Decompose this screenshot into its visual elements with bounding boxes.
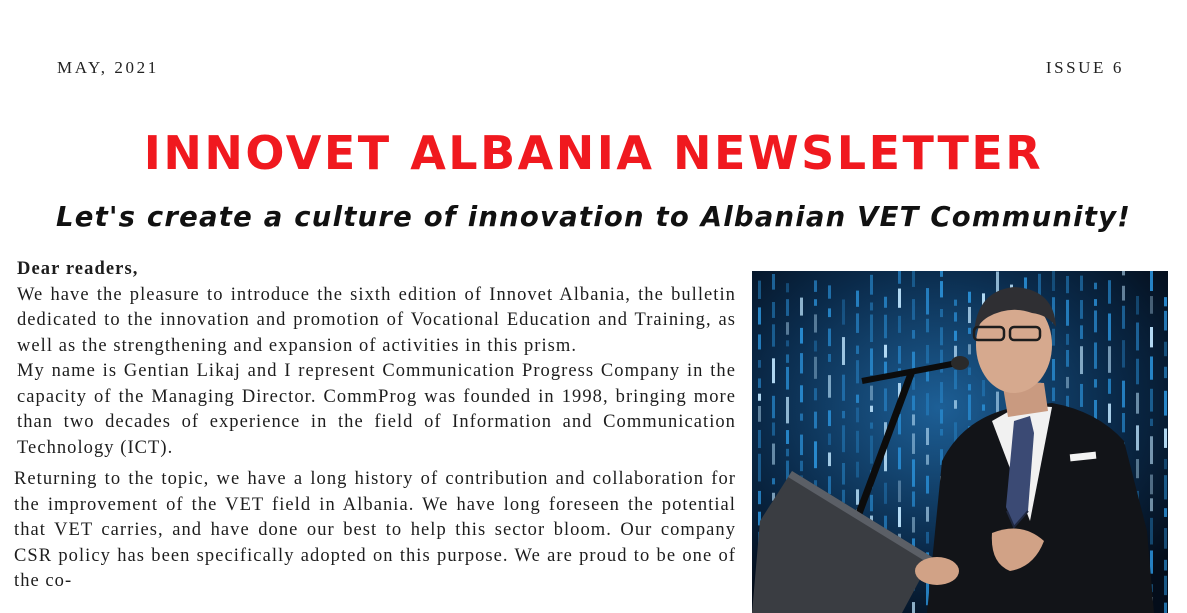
code-glyph <box>856 395 859 403</box>
code-glyph <box>814 441 817 468</box>
code-glyph <box>758 491 761 504</box>
code-glyph <box>758 406 761 422</box>
code-glyph <box>884 297 887 308</box>
code-glyph <box>926 476 929 494</box>
newsletter-title: INNOVET ALBANIA NEWSLETTER <box>143 126 1044 180</box>
code-glyph <box>814 280 817 292</box>
salutation: Dear readers, <box>17 259 139 279</box>
code-glyph <box>814 341 817 352</box>
code-glyph <box>842 425 845 452</box>
code-glyph <box>1150 327 1153 347</box>
code-glyph <box>1164 576 1167 595</box>
code-glyph <box>968 344 971 354</box>
code-glyph <box>912 517 915 532</box>
code-glyph <box>1094 400 1097 419</box>
code-glyph <box>884 362 887 375</box>
code-glyph <box>1164 342 1167 356</box>
code-glyph <box>842 337 845 365</box>
code-glyph <box>856 462 859 478</box>
code-glyph <box>912 330 915 339</box>
code-glyph <box>940 327 943 345</box>
code-glyph <box>870 302 873 310</box>
code-glyph <box>856 313 859 333</box>
code-glyph <box>1108 404 1111 423</box>
code-glyph <box>772 478 775 484</box>
code-glyph <box>968 292 971 303</box>
code-glyph <box>1108 280 1111 303</box>
code-glyph <box>926 455 929 465</box>
code-glyph <box>1164 459 1167 469</box>
code-glyph <box>828 433 831 444</box>
code-glyph <box>1164 429 1167 448</box>
code-glyph <box>912 271 915 287</box>
code-glyph <box>1136 425 1139 450</box>
code-glyph <box>1052 388 1055 402</box>
code-glyph <box>898 447 901 469</box>
code-glyph <box>940 281 943 297</box>
code-glyph <box>772 324 775 346</box>
code-glyph <box>1052 329 1055 346</box>
paragraph-author: My name is Gentian Likaj and I represent Communication Progress Company in the capacity of the Managing Director. CommProg was founded in 1998, bringing more than two decades of experience in the field of Information and Communication Technology (ICT). <box>17 361 736 458</box>
code-glyph <box>940 409 943 423</box>
code-glyph <box>1150 475 1153 495</box>
code-glyph <box>870 436 873 464</box>
paragraph-history: Returning to the topic, we have a long history of contribution and collaboration for the improvement of the VET field in Albania. We have long foreseen the potential that VET carries, and have done our best to help this sector bloom. Our company CSR policy has been specifically adopted on this purpose. We are proud to be one of the co- <box>14 469 736 591</box>
code-glyph <box>926 288 929 314</box>
code-glyph <box>870 315 873 343</box>
code-glyph <box>1052 271 1055 291</box>
code-glyph <box>1080 346 1083 374</box>
code-glyph <box>828 410 831 426</box>
code-glyph <box>800 435 803 455</box>
code-glyph <box>1150 271 1153 291</box>
code-glyph <box>898 271 901 284</box>
code-glyph <box>1122 271 1125 275</box>
code-glyph <box>828 285 831 298</box>
code-glyph <box>786 354 789 362</box>
code-glyph <box>940 382 943 403</box>
code-glyph <box>912 299 915 320</box>
code-glyph <box>940 271 943 277</box>
code-glyph <box>856 346 859 354</box>
code-glyph <box>828 308 831 317</box>
code-glyph <box>1122 381 1125 408</box>
code-glyph <box>800 461 803 471</box>
code-glyph <box>926 345 929 364</box>
code-glyph <box>1066 350 1069 367</box>
code-glyph <box>1150 498 1153 511</box>
code-glyph <box>954 370 957 389</box>
code-glyph <box>1052 359 1055 381</box>
code-glyph <box>828 452 831 466</box>
code-glyph <box>758 378 761 387</box>
code-glyph <box>940 429 943 436</box>
code-glyph <box>758 430 761 448</box>
code-glyph <box>1164 528 1167 549</box>
code-glyph <box>1122 340 1125 367</box>
code-glyph <box>772 274 775 290</box>
code-glyph <box>800 353 803 373</box>
code-glyph <box>856 360 859 383</box>
code-glyph <box>912 459 915 486</box>
code-glyph <box>912 396 915 411</box>
code-glyph <box>842 375 845 401</box>
code-glyph <box>1136 359 1139 385</box>
code-glyph <box>1164 297 1167 306</box>
code-glyph <box>1094 299 1097 306</box>
code-glyph <box>926 393 929 415</box>
code-glyph <box>758 360 761 368</box>
code-glyph <box>898 481 901 503</box>
code-glyph <box>1164 560 1167 571</box>
code-glyph <box>1108 313 1111 340</box>
code-glyph <box>814 314 817 332</box>
code-glyph <box>772 396 775 418</box>
speaker-illustration <box>752 271 1168 613</box>
code-glyph <box>758 334 761 349</box>
code-glyph <box>1108 346 1111 373</box>
code-glyph <box>884 388 887 411</box>
code-glyph <box>926 532 929 544</box>
code-glyph <box>1136 322 1139 350</box>
code-glyph <box>926 428 929 445</box>
code-glyph <box>800 385 803 402</box>
code-glyph <box>758 281 761 299</box>
code-glyph <box>1080 325 1083 339</box>
code-glyph <box>1094 283 1097 290</box>
code-glyph <box>912 433 915 453</box>
code-glyph <box>758 307 761 324</box>
code-glyph <box>786 430 789 444</box>
code-glyph <box>758 394 761 401</box>
code-glyph <box>1094 342 1097 368</box>
code-glyph <box>898 346 901 364</box>
code-glyph <box>856 431 859 453</box>
code-glyph <box>954 312 957 321</box>
left-hand <box>915 557 959 585</box>
code-glyph <box>912 414 915 425</box>
code-glyph <box>898 289 901 308</box>
code-glyph <box>870 495 873 511</box>
code-glyph <box>912 352 915 370</box>
code-glyph <box>870 386 873 401</box>
code-glyph <box>1164 367 1167 378</box>
code-glyph <box>772 358 775 383</box>
code-glyph <box>1080 300 1083 319</box>
code-glyph <box>1136 393 1139 414</box>
code-glyph <box>912 491 915 506</box>
code-glyph <box>772 444 775 465</box>
code-glyph <box>1150 518 1153 545</box>
code-glyph <box>884 345 887 358</box>
code-glyph <box>842 411 845 418</box>
code-glyph <box>940 309 943 317</box>
speaker-photo <box>752 271 1168 613</box>
code-glyph <box>856 291 859 307</box>
code-glyph <box>898 316 901 333</box>
microphone-head <box>951 356 969 370</box>
paragraph-intro: We have the pleasure to introduce the sixth edition of Innovet Albania, the bulletin dedicated to the innovation and promotion of Vocational Education and Training, as well as the strengthening and expansion of activities in this prism. <box>17 284 736 356</box>
code-glyph <box>1150 296 1153 314</box>
code-glyph <box>1094 379 1097 387</box>
code-glyph <box>870 348 873 375</box>
code-glyph <box>870 406 873 412</box>
code-glyph <box>926 319 929 333</box>
code-glyph <box>1164 391 1167 416</box>
code-glyph <box>968 367 971 375</box>
code-glyph <box>842 299 845 324</box>
code-glyph <box>1122 413 1125 432</box>
code-glyph <box>828 476 831 494</box>
code-glyph <box>968 395 971 420</box>
code-glyph <box>870 423 873 429</box>
code-glyph <box>1094 310 1097 332</box>
code-glyph <box>954 400 957 409</box>
code-glyph <box>814 412 817 429</box>
code-glyph <box>786 299 789 316</box>
code-glyph <box>954 331 957 341</box>
code-glyph <box>1150 419 1153 426</box>
code-glyph <box>1066 334 1069 345</box>
code-glyph <box>926 507 929 522</box>
article-body <box>14 257 736 595</box>
code-glyph <box>1066 377 1069 388</box>
code-glyph <box>856 408 859 423</box>
code-glyph <box>814 388 817 400</box>
code-glyph <box>772 302 775 318</box>
code-glyph <box>884 315 887 339</box>
code-glyph <box>842 490 845 503</box>
code-glyph <box>1150 356 1153 379</box>
code-glyph <box>758 454 761 482</box>
code-glyph <box>800 328 803 344</box>
code-glyph <box>1066 300 1069 326</box>
code-glyph <box>1164 603 1167 613</box>
issue-number: ISSUE 6 <box>1045 58 1124 77</box>
code-glyph <box>828 329 831 347</box>
issue-date: MAY, 2021 <box>57 58 159 77</box>
code-glyph <box>912 602 915 613</box>
code-glyph <box>954 300 957 306</box>
code-glyph <box>1108 379 1111 394</box>
code-glyph <box>800 298 803 316</box>
code-glyph <box>786 397 789 423</box>
code-glyph <box>968 328 971 334</box>
code-glyph <box>828 375 831 398</box>
code-glyph <box>982 404 985 410</box>
code-glyph <box>786 322 789 335</box>
code-glyph <box>1122 306 1125 329</box>
code-glyph <box>814 357 817 379</box>
code-glyph <box>814 299 817 306</box>
code-glyph <box>786 449 789 457</box>
code-glyph <box>1066 276 1069 293</box>
code-glyph <box>800 414 803 421</box>
code-glyph <box>870 275 873 295</box>
code-glyph <box>1150 436 1153 464</box>
code-glyph <box>1122 286 1125 301</box>
code-glyph <box>968 384 971 390</box>
code-glyph <box>1164 508 1167 517</box>
code-glyph <box>786 340 789 346</box>
code-glyph <box>828 354 831 362</box>
code-glyph <box>982 380 985 396</box>
newsletter-tagline: Let's create a culture of innovation to Albanian VET Community! <box>56 201 1131 233</box>
code-glyph <box>1164 475 1167 499</box>
code-glyph <box>856 489 859 504</box>
code-glyph <box>842 463 845 485</box>
code-glyph <box>772 422 775 435</box>
code-glyph <box>1080 276 1083 291</box>
code-glyph <box>1136 459 1139 478</box>
code-glyph <box>968 307 971 323</box>
code-glyph <box>786 283 789 292</box>
code-glyph <box>1136 296 1139 315</box>
code-glyph <box>786 367 789 390</box>
code-glyph <box>884 483 887 504</box>
code-glyph <box>1150 550 1153 573</box>
code-glyph <box>898 507 901 527</box>
code-glyph <box>1164 311 1167 331</box>
code-glyph <box>1150 389 1153 412</box>
code-glyph <box>1080 384 1083 407</box>
